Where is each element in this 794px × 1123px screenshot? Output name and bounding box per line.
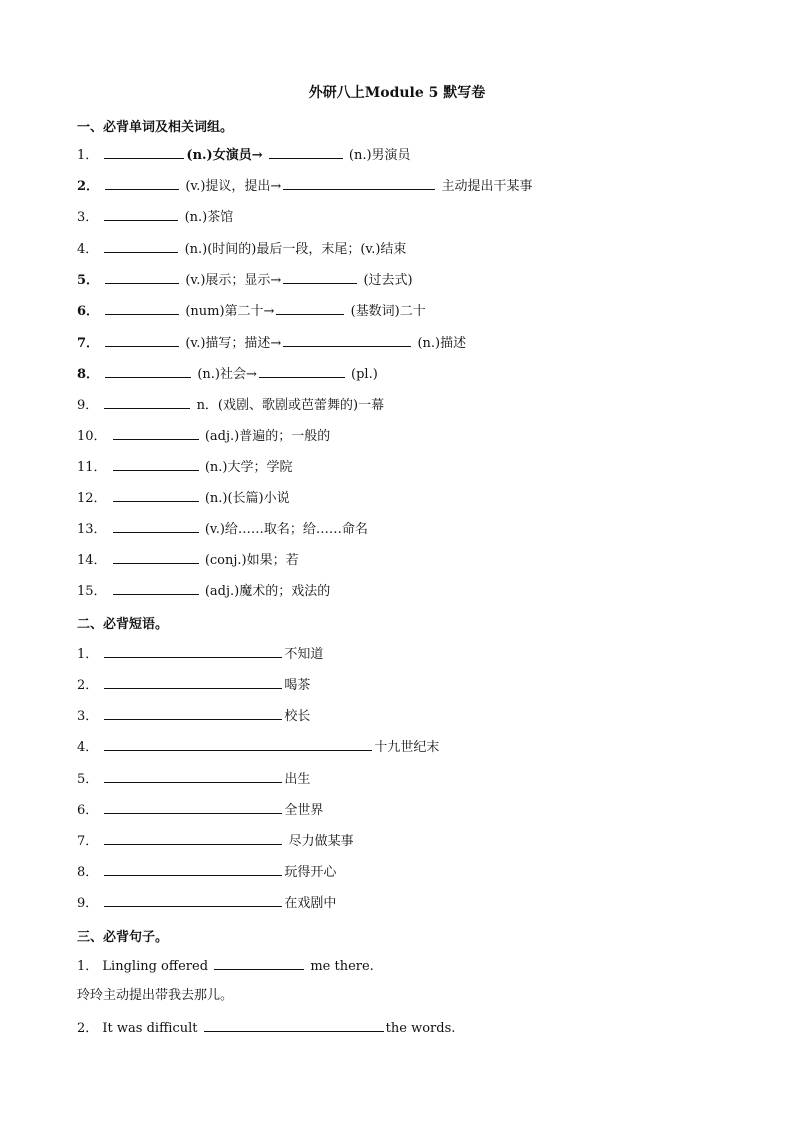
answer-blank[interactable] [113, 582, 199, 595]
word-item-13: 13． (v.)给……取名；给……命名 [77, 522, 368, 537]
answer-blank[interactable] [105, 365, 191, 378]
answer-blank[interactable] [104, 676, 282, 689]
answer-blank[interactable] [283, 177, 435, 190]
section-words-heading: 一、必背单词及相关词组。 [77, 120, 234, 135]
sentence-item-2: 2． It was difficult the words. [77, 1021, 456, 1036]
phrase-item-9: 9． 在戏剧中 [77, 896, 337, 911]
word-item-6: 6． (num)第二十→ (基数词)二十 [77, 304, 426, 319]
answer-blank[interactable] [113, 427, 199, 440]
answer-blank[interactable] [269, 146, 343, 159]
phrase-item-7: 7． 尽力做某事 [77, 834, 354, 849]
answer-blank[interactable] [283, 271, 357, 284]
answer-blank[interactable] [113, 551, 199, 564]
word-item-5: 5． (v.)展示；显示→ (过去式) [77, 273, 413, 288]
word-item-1: 1． (n.)女演员→ (n.)男演员 [77, 148, 411, 163]
answer-blank[interactable] [276, 302, 344, 315]
answer-blank[interactable] [105, 177, 179, 190]
word-item-3: 3． (n.)茶馆 [77, 210, 234, 225]
word-item-12: 12． (n.)(长篇)小说 [77, 491, 290, 506]
answer-blank[interactable] [204, 1019, 384, 1032]
phrase-item-2: 2． 喝茶 [77, 678, 311, 693]
word-item-8: 8． (n.)社会→ (pl.) [77, 367, 378, 382]
word-item-9: 9． n．(戏剧、歌剧或芭蕾舞的)一幕 [77, 398, 385, 413]
sentence-1-translation: 玲玲主动提出带我去那儿。 [77, 988, 234, 1003]
answer-blank[interactable] [104, 707, 282, 720]
phrase-item-1: 1． 不知道 [77, 647, 324, 662]
answer-blank[interactable] [104, 240, 178, 253]
word-item-14: 14． (conj.)如果；若 [77, 553, 299, 568]
sentence-item-1: 1． Lingling offered me there. [77, 959, 374, 974]
answer-blank[interactable] [104, 770, 282, 783]
answer-blank[interactable] [113, 489, 199, 502]
word-item-11: 11． (n.)大学；学院 [77, 460, 293, 475]
answer-blank[interactable] [113, 520, 199, 533]
answer-blank[interactable] [259, 365, 345, 378]
answer-blank[interactable] [105, 334, 179, 347]
answer-blank[interactable] [104, 208, 178, 221]
answer-blank[interactable] [214, 957, 304, 970]
phrase-item-3: 3． 校长 [77, 709, 311, 724]
answer-blank[interactable] [283, 334, 411, 347]
answer-blank[interactable] [104, 894, 282, 907]
answer-blank[interactable] [104, 832, 282, 845]
answer-blank[interactable] [105, 302, 179, 315]
section-phrases-heading: 二、必背短语。 [77, 617, 169, 632]
answer-blank[interactable] [104, 396, 190, 409]
phrase-item-6: 6． 全世界 [77, 803, 324, 818]
answer-blank[interactable] [104, 146, 184, 159]
word-item-15: 15． (adj.)魔术的；戏法的 [77, 584, 331, 599]
phrase-item-5: 5． 出生 [77, 772, 311, 787]
word-item-2: 2． (v.)提议，提出→ 主动提出干某事 [77, 179, 533, 194]
answer-blank[interactable] [104, 863, 282, 876]
word-item-4: 4． (n.)(时间的)最后一段，末尾；(v.)结束 [77, 242, 407, 257]
page-title: 外研八上Module 5 默写卷 [308, 85, 486, 101]
phrase-item-4: 4． 十九世纪末 [77, 740, 440, 755]
answer-blank[interactable] [104, 801, 282, 814]
word-item-7: 7． (v.)描写；描述→ (n.)描述 [77, 336, 467, 351]
answer-blank[interactable] [104, 738, 372, 751]
answer-blank[interactable] [113, 458, 199, 471]
answer-blank[interactable] [104, 645, 282, 658]
phrase-item-8: 8． 玩得开心 [77, 865, 337, 880]
section-sentences-heading: 三、必背句子。 [77, 930, 169, 945]
word-item-10: 10． (adj.)普遍的；一般的 [77, 429, 331, 444]
answer-blank[interactable] [105, 271, 179, 284]
